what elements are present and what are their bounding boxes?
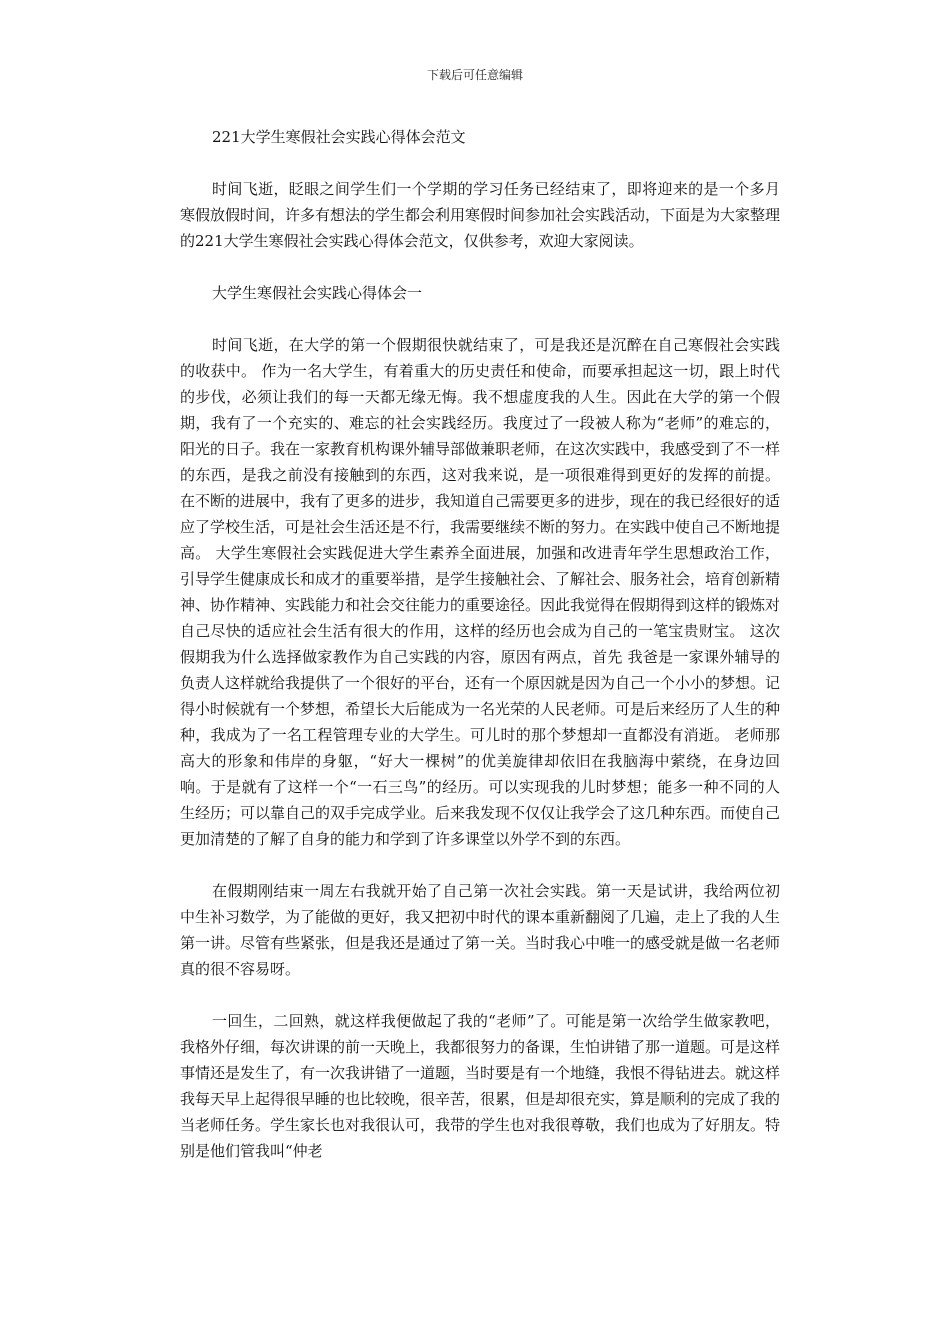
document-body xyxy=(180,124,780,1164)
body-paragraph: 时间飞逝，在大学的第一个假期很快就结束了，可是我还是沉醉在自己寒假社会实践的收获中。 作为一名大学生，有着重大的历史责任和使命，而要承担起这一切，跟上时代的步伐，必须让我们的每一天都无缘无悔。我不想虚度我的人生。因此在大学的第一个假期，我有了一个充实的、难忘的社会实践经历。我度过了一段被人称为“老师”的难忘的，阳光的日子。我在一家教育机构课外辅导部做兼职老师，在这次实践中，我感受到了不一样的东西，是我之前没有接触到的东西，这对我来说，是一项很难得到更好的发挥的前提。 在不断的进展中，我有了更多的进步，我知道自己需要更多的进步，现在的我已经很好的适应了学校生活，可是社会生活还是不行，我需要继续不断的努力。在实践中使自己不断地提高。 大学生寒假社会实践促进大学生素养全面进展，加强和改进青年学生思想政治工作，引导学生健康成长和成才的重要举措，是学生接触社会、了解社会、服务社会，培育创新精神、协作精神、实践能力和社会交往能力的重要途径。因此我觉得在假期得到这样的锻炼对自己尽快的适应社会生活有很大的作用，这样的经历也会成为自己的一笔宝贵财宝。 这次假期我为什么选择做家教作为自己实践的内容，原因有两点，首先 我爸是一家课外辅导的负责人这样就给我提供了一个很好的平台，还有一个原因就是因为自己一个小小的梦想。记得小时候就有一个梦想，希望长大后能成为一名光荣的人民老师。可是后来经历了人生的种种，我成为了一名工程管理专业的大学生。可儿时的那个梦想却一直都没有消逝。 老师那高大的形象和伟岸的身躯，“好大一棵树”的优美旋律却依旧在我脑海中萦绕，在身边回响。于是就有了这样一个“一石三鸟”的经历。可以实现我的儿时梦想；能多一种不同的人生经历；可以靠自己的双手完成学业。后来我发现不仅仅让我学会了这几种东西。而使自己更加清楚的了解了自身的能力和学到了许多课堂以外学不到的东西。 xyxy=(180,336,781,848)
section-heading: 大学生寒假社会实践心得体会一 xyxy=(212,284,423,302)
body-paragraph: 一回生，二回熟，就这样我便做起了我的“老师”了。可能是第一次给学生做家教吧，我格外仔细，每次讲课的前一天晚上，我都很努力的备课，生怕讲错了那一道题。可是这样事情还是发生了，有一次我讲错了一道题，当时要是有一个地缝，我恨不得钻进去。就这样我每天早上起得很早睡的也比较晚，很辛苦，很累，但是却很充实，算是顺利的完成了我的当老师任务。学生家长也对我很认可，我带的学生也对我很尊敬，我们也成为了好朋友。特别是他们管我叫“仲老 xyxy=(180,1012,781,1160)
header-note: 下载后可任意编辑 xyxy=(426,68,523,82)
intro-paragraph: 时间飞逝，眨眼之间学生们一个学期的学习任务已经结束了，即将迎来的是一个多月寒假放假时间，许多有想法的学生都会利用寒假时间参加社会实践活动，下面是为大家整理的221大学生寒假社会实践心得体会范文，仅供参考，欢迎大家阅读。 xyxy=(180,180,781,250)
document-title: 221大学生寒假社会实践心得体会范文 xyxy=(212,128,466,146)
body-paragraph: 在假期刚结束一周左右我就开始了自己第一次社会实践。第一天是试讲，我给两位初中生补习数学，为了能做的更好，我又把初中时代的课本重新翻阅了几遍，走上了我的人生第一讲。尽管有些紧张，但是我还是通过了第一关。当时我心中唯一的感受就是做一名老师真的很不容易呀。 xyxy=(180,882,781,978)
